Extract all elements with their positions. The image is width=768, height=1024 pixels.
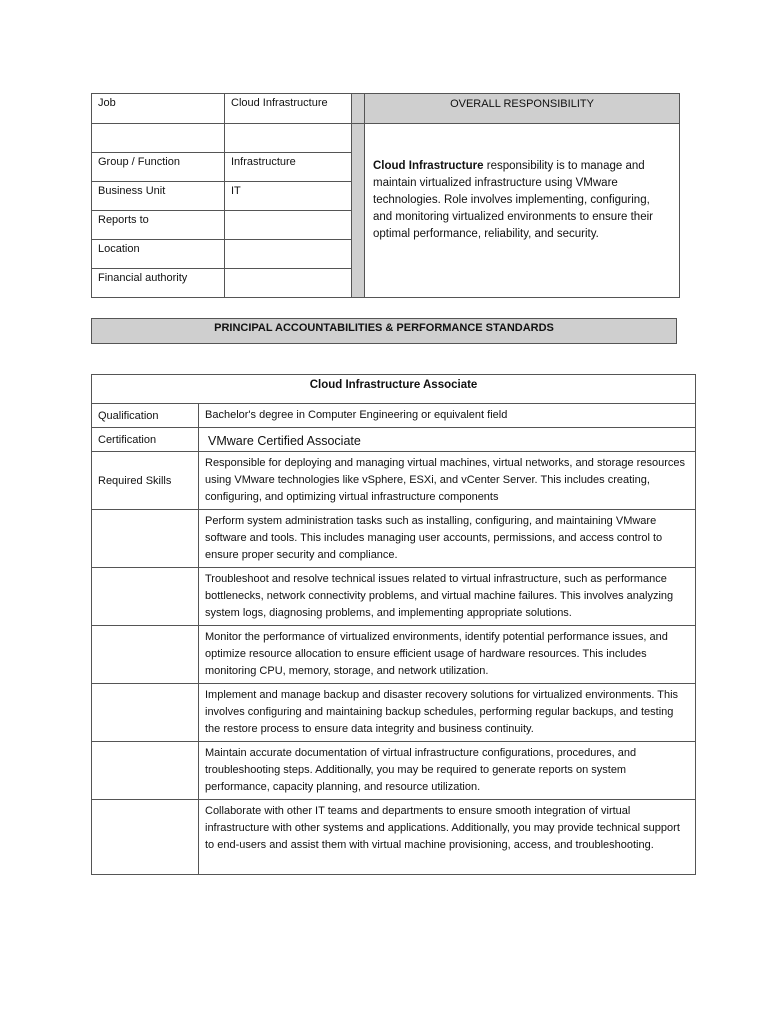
location-value: [225, 240, 352, 269]
empty-label-cell: [92, 510, 199, 568]
job-info-table: [91, 93, 680, 298]
business-unit-label: Business Unit: [92, 182, 225, 211]
overall-responsibility-text: [365, 124, 680, 298]
blank-label: [92, 124, 225, 153]
financial-authority-value: [225, 269, 352, 298]
overall-bold: Cloud Infrastructure: [373, 160, 484, 172]
financial-authority-label: Financial authority: [92, 269, 225, 298]
skill-item: Responsible for deploying and managing virtual machines, virtual networks, and storage resources using VMware technologies like vSphere, ESXi, and vCenter Server. This includes creating, configuring, and optimizing virtual infrastructure components: [199, 452, 696, 510]
job-label: Job: [92, 94, 225, 124]
business-unit-value: IT: [225, 182, 352, 211]
overall-responsibility-header: OVERALL RESPONSIBILITY: [365, 94, 680, 124]
blank-value: [225, 124, 352, 153]
required-skills-label: Required Skills: [92, 452, 199, 510]
location-label: Location: [92, 240, 225, 269]
group-function-value: Infrastructure: [225, 153, 352, 182]
empty-label-cell: [92, 568, 199, 626]
reports-to-value: [225, 211, 352, 240]
empty-label-cell: [92, 626, 199, 684]
certification-label: Certification: [92, 428, 199, 452]
skill-item: Monitor the performance of virtualized environments, identify potential performance issues, and optimize resource allocation to ensure efficient usage of hardware resources. This includes monitoring CPU, memory, storage, and network utilization.: [199, 626, 696, 684]
qualification-value: Bachelor's degree in Computer Engineering or equivalent field: [199, 404, 696, 428]
gap-column: [352, 94, 365, 124]
role-table: [91, 374, 696, 875]
group-function-label: Group / Function: [92, 153, 225, 182]
skill-item: Perform system administration tasks such as installing, configuring, and maintaining VMware software and tools. This includes managing user accounts, permissions, and access control to ensure proper security and compliance.: [199, 510, 696, 568]
accountabilities-banner: PRINCIPAL ACCOUNTABILITIES & PERFORMANCE STANDARDS: [91, 318, 677, 344]
skill-item: Troubleshoot and resolve technical issues related to virtual infrastructure, such as performance bottlenecks, network connectivity problems, and virtual machine failures. This involves analyzing system logs, diagnosing problems, and implementing appropriate solutions.: [199, 568, 696, 626]
qualification-label: Qualification: [92, 404, 199, 428]
skill-item: Collaborate with other IT teams and departments to ensure smooth integration of virtual infrastructure with other systems and applications. Additionally, you may provide technical support to end-users and assist them with virtual machine provisioning, access, and troubleshooting.: [199, 800, 696, 875]
empty-label-cell: [92, 742, 199, 800]
reports-to-label: Reports to: [92, 211, 225, 240]
job-value: Cloud Infrastructure: [225, 94, 352, 124]
gap-column: [352, 124, 365, 298]
overall-body: responsibility is to manage and maintain virtualized infrastructure using VMware technologies. Role involves implementing, configuring, and monitoring virtualized environments to ensure their optimal performance, reliability, and security.: [373, 160, 653, 240]
certification-value: VMware Certified Associate: [199, 428, 696, 452]
role-title: Cloud Infrastructure Associate: [92, 375, 696, 404]
skill-item: Maintain accurate documentation of virtual infrastructure configurations, procedures, and troubleshooting steps. Additionally, you may be required to generate reports on system performance, capacity planning, and resource utilization.: [199, 742, 696, 800]
skill-item: Implement and manage backup and disaster recovery solutions for virtualized environments. This involves configuring and maintaining backup schedules, performing regular backups, and testing the restore process to ensure data integrity and business continuity.: [199, 684, 696, 742]
empty-label-cell: [92, 684, 199, 742]
empty-label-cell: [92, 800, 199, 875]
